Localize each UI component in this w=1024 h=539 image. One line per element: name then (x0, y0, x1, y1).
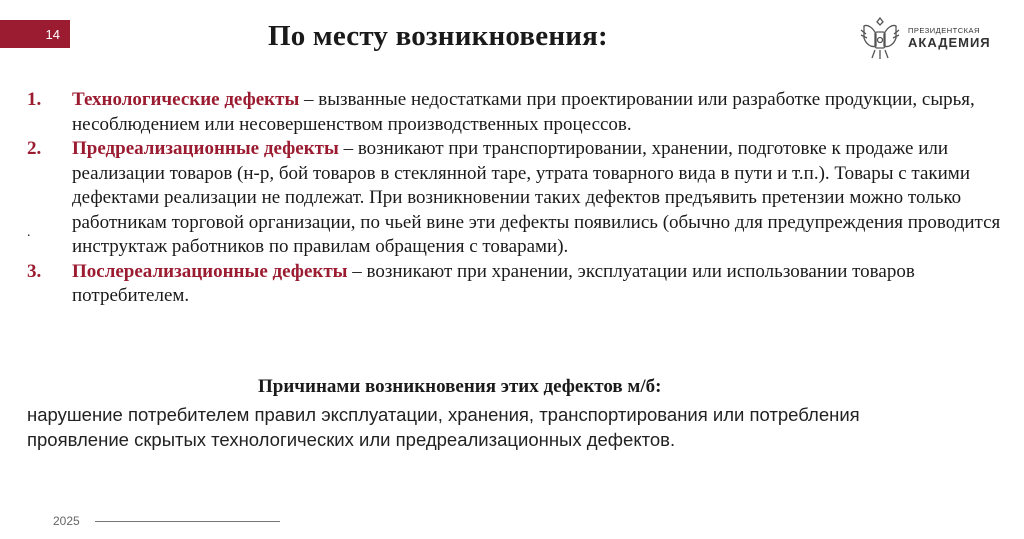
item-text: – возникают при транспортировании, хранении, подготовке к продаже или реализации товаров (н-р, бой товаров в стеклянной таре, утрата товарного вида в пути и т.п.). Товары с такими дефектами реализации не подлежат. При возникновении таких дефектов предъявить претензии можно только работникам торговой организации, по чьей вине эти дефекты появились (обычно для предупреждения проводится инструктаж работников по правилам обращения с товарами). (72, 138, 1001, 257)
list-item (27, 260, 1007, 309)
item-term: Предреализационные дефекты (72, 138, 339, 159)
item-number: 2. (27, 138, 42, 159)
cause-line: нарушение потребителем правил эксплуатации, хранения, транспортирования или потребления (27, 404, 860, 425)
cause-line: проявление скрытых технологических или предреализационных дефектов. (27, 429, 676, 450)
item-text: – возникают при хранении, эксплуатации или использовании товаров потребителем. (72, 260, 915, 306)
item-number: 1. (27, 89, 42, 110)
logo-line1: ПРЕЗИДЕНТСКАЯ (908, 25, 980, 35)
item-number: 3. (27, 260, 42, 282)
list-item (27, 88, 1007, 137)
academy-logo (858, 10, 998, 66)
item-term: Технологические дефекты (72, 89, 300, 110)
slide-number: 14 (45, 26, 60, 42)
slide-number-badge (0, 20, 70, 48)
logo-text (908, 27, 991, 50)
footer-divider (95, 521, 280, 522)
item-term: Послереализационные дефекты (72, 260, 348, 282)
logo-line2: АКАДЕМИЯ (908, 35, 991, 51)
item-text: – вызванные недостатками при проектировании или разработке продукции, сырья, несоблюдением или несовершенством производственных процессов. (72, 89, 975, 135)
list-item (27, 137, 1007, 260)
stray-mark: . (27, 225, 31, 240)
causes-heading: Причинами возникновения этих дефектов м/б: (258, 376, 662, 397)
defect-list (27, 88, 1007, 309)
eagle-emblem-icon (858, 12, 902, 64)
footer-year: 2025 (53, 514, 80, 528)
causes-list (27, 402, 1017, 452)
page-title: По месту возникновения: (268, 20, 608, 52)
